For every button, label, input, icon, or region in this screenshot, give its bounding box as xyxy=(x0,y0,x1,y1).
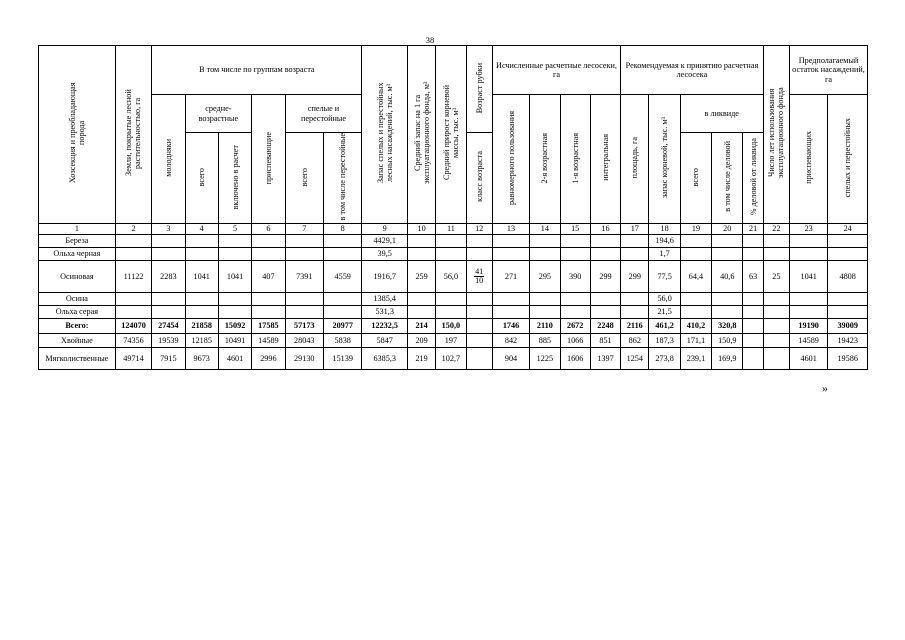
table-row: Мягколиственные 49714 7915 9673 4601 2996 29130 15139 6385,3 219 102,7 904 1225 1606 1397 1254 273,8 239,1 169,9 4601 19586 xyxy=(39,347,868,369)
header-section-species: Хозсекция и преобладающая порода xyxy=(39,46,116,224)
page-number: 38 xyxy=(425,35,435,45)
header-mature-total: всего xyxy=(285,133,323,224)
header-business-percent: % деловой от ликвида xyxy=(743,133,763,224)
forest-cut-table xyxy=(38,45,868,370)
header-liquid-total: всего xyxy=(680,133,711,224)
header-liquid: в ликвиде xyxy=(680,95,763,133)
header-calculated-cuts: Исчисленные расчетные лесосеки, га xyxy=(492,46,620,95)
header-mature-overmature: в том числе перестойные xyxy=(323,133,361,224)
header-remaining: Предполагаемый остаток насаждений, га xyxy=(789,46,867,95)
header-middle-total: всего xyxy=(185,133,218,224)
header-area: площадь, га xyxy=(621,95,649,224)
header-remaining-mature: спелых и перестойных xyxy=(828,95,868,224)
table-row: Осиновая 11122 2283 1041 1041 407 7391 4559 1916,7 259 56,0 $\frac{41}{10}$ 271 295 390 299 299 77,5 64,4 40,6 63 25 1041 4808 xyxy=(39,260,868,292)
header-uniform-use: равномерного пользования xyxy=(492,95,529,224)
header-integral: интегральная xyxy=(590,95,620,224)
column-index-row: 1 2 3 4 5 6 7 8 9 10 11 12 13 14 15 16 17 18 19 20 21 22 23 24 xyxy=(39,223,868,234)
header-mature: спелые и перестойные xyxy=(285,95,362,133)
header-recommended-cut: Рекомендуемая к принятию расчетная лесосека xyxy=(621,46,764,95)
header-age-class: класс возраста xyxy=(466,133,492,224)
table-row: Береза 4429,1 194,6 xyxy=(39,234,868,247)
table-row: Осина 1385,4 56,0 xyxy=(39,292,868,305)
header-middle-included: включено в расчет xyxy=(218,133,251,224)
header-age-groups: В том числе по группам возраста xyxy=(152,46,362,95)
header-avg-stock: Средний запас на 1 га эксплуатационного фонда, м³ xyxy=(407,46,435,224)
closing-quote: » xyxy=(822,381,828,395)
header-liquid-business: в том числе деловой xyxy=(712,133,743,224)
header-mature-stock: Запас спелых и перестойных лесных насаждений, тыс. м³ xyxy=(362,46,407,224)
table-row-total: Всего: 124070 27454 21858 15092 17585 57173 20977 12232,5 214 150,0 1746 2110 2672 2248 2116 461,2 410,2 320,8 19190 39009 xyxy=(39,318,868,333)
header-first-age: 1-я возрастная xyxy=(560,95,590,224)
age-class-fraction: $\frac{41}{10}$ xyxy=(466,260,492,292)
header-remaining-premature: приспевающих xyxy=(789,95,827,224)
header-premature: приспевающие xyxy=(252,95,285,224)
header-root-stock: запас корневой, тыс. м³ xyxy=(649,95,680,224)
table-row: Ольха серая 531,3 21,5 xyxy=(39,305,868,318)
header-forested-land: Земли, покрытые лесной растительностью, га xyxy=(115,46,151,224)
header-avg-growth: Средний прирост корневой массы, тыс. м³ xyxy=(436,46,466,224)
header-second-age: 2-я возрастная xyxy=(530,95,560,224)
header-years-use: Число лет использования эксплуатационного фонда xyxy=(763,46,789,224)
header-middle-aged: средне-возрастные xyxy=(185,95,252,133)
table-row: Ольха черная 39,5 1,7 xyxy=(39,247,868,260)
header-cut-age: Возраст рубки xyxy=(466,46,492,133)
header-young: молодняки xyxy=(152,95,185,224)
table-row: Хвойные 74356 19539 12185 10491 14589 28043 5838 5847 209 197 842 885 1066 851 862 187,3 171,1 150,9 14589 19423 xyxy=(39,333,868,347)
